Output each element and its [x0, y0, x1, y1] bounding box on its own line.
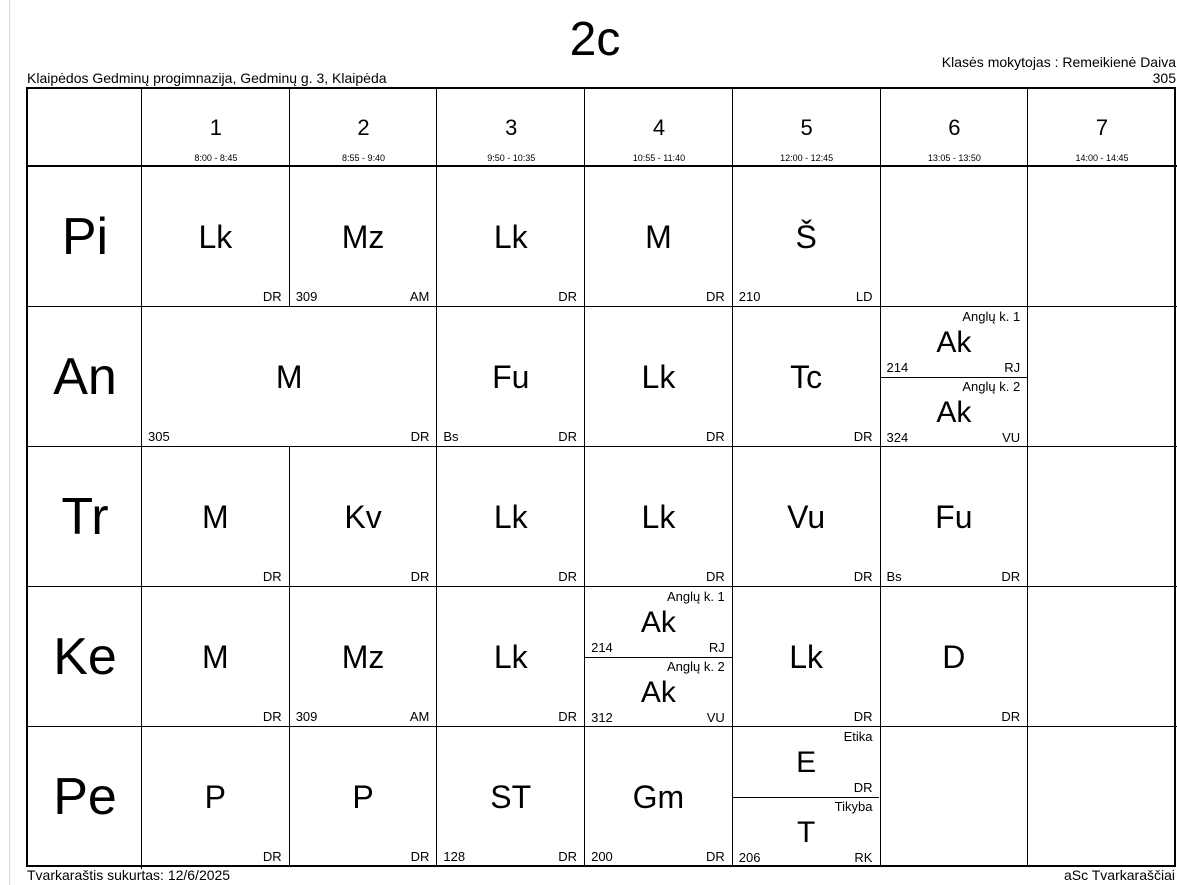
lesson-teacher: RJ [708, 640, 725, 655]
lesson-room: 214 [886, 360, 909, 375]
lesson-cell-š [733, 167, 880, 306]
lesson-subject: M [202, 638, 229, 675]
period-time: 13:05 - 13:50 [927, 153, 981, 163]
timetable-grid [26, 87, 1176, 867]
lesson-cell-lk [585, 307, 732, 446]
lesson-subject: P [204, 778, 227, 815]
period-number: 1 [209, 115, 222, 140]
period-header-6 [881, 89, 1029, 167]
lesson-cell-m [142, 447, 289, 586]
day-label-an: An [53, 348, 117, 406]
page-title: 2c [569, 13, 621, 66]
grid-line [1027, 307, 1028, 446]
lesson-cell-kv [290, 447, 437, 586]
lesson-cell-mz [290, 167, 437, 306]
period-number: 7 [1095, 115, 1109, 140]
lesson-teacher: DR [558, 569, 578, 584]
lesson-subject: P [352, 778, 374, 815]
grid-line [1027, 447, 1028, 586]
lesson-teacher: DR [558, 429, 578, 444]
day-label-tr: Tr [61, 488, 109, 546]
lesson-subject: M [202, 498, 229, 535]
lesson-subject: Lk [789, 638, 824, 675]
period-header-4 [585, 89, 733, 167]
lesson-cell-t [733, 797, 880, 867]
footer-app-name: aSc Tvarkaraščiai [1063, 867, 1175, 883]
period-time: 8:55 - 9:40 [342, 153, 386, 163]
lesson-room: 309 [295, 709, 318, 724]
lesson-room: 324 [886, 430, 909, 445]
grid-line [289, 89, 290, 167]
lesson-subject: Lk [493, 638, 528, 675]
lesson-room: 214 [591, 640, 613, 655]
lesson-teacher: DR [706, 849, 725, 864]
period-number: 5 [800, 115, 813, 140]
lesson-room: 309 [295, 289, 318, 304]
lesson-teacher: DR [706, 429, 725, 444]
lesson-teacher: AM [409, 709, 430, 724]
lesson-teacher: DR [262, 709, 282, 724]
period-number: 3 [505, 115, 518, 140]
lesson-subject: Mz [341, 218, 385, 255]
period-number: 2 [357, 115, 370, 140]
lesson-subject: Lk [198, 218, 233, 255]
lesson-room: 210 [738, 289, 761, 304]
school-name: Klaipėdos Gedminų progimnazija, Gedminų g. 3, Klaipėda [27, 70, 387, 86]
grid-line [880, 727, 881, 866]
lesson-subject: Mz [341, 638, 385, 675]
period-header-3 [437, 89, 585, 167]
lesson-teacher: RK [854, 850, 873, 865]
lesson-room: 200 [591, 849, 613, 864]
footer-created-date: Tvarkaraštis sukurtas: 12/6/2025 [27, 867, 231, 883]
grid-line [1027, 587, 1028, 726]
period-time: 10:55 - 11:40 [632, 153, 686, 163]
lesson-subject: M [275, 358, 303, 395]
lesson-subject: Vu [787, 498, 826, 535]
day-label-pi: Pi [61, 208, 109, 266]
lesson-cell-d [881, 587, 1028, 726]
lesson-cell-lk [733, 587, 880, 726]
lesson-subject: Ak [640, 676, 676, 709]
period-number: 4 [652, 115, 666, 140]
lesson-teacher: DR [706, 569, 725, 584]
grid-line [880, 167, 881, 306]
lesson-subject: T [796, 816, 816, 849]
lesson-teacher: DR [410, 429, 430, 444]
lesson-subject: ST [490, 778, 532, 815]
lesson-teacher: RJ [1004, 360, 1021, 375]
grid-line [1027, 167, 1028, 306]
lesson-subject: Ak [936, 326, 972, 359]
home-room: 305 [1152, 70, 1176, 86]
lesson-cell-ak [881, 307, 1028, 377]
lesson-subject: Š [795, 218, 817, 255]
lesson-subject: M [645, 218, 672, 255]
lesson-cell-m [142, 587, 289, 726]
lesson-room: Bs [886, 569, 902, 584]
lesson-cell-vu [733, 447, 880, 586]
lesson-subject: Fu [935, 498, 973, 535]
lesson-teacher: DR [1001, 709, 1021, 724]
page-edge-line [9, 0, 10, 885]
lesson-subject: Lk [641, 498, 676, 535]
lesson-cell-p [142, 727, 289, 866]
period-header-1 [142, 89, 290, 167]
lesson-cell-mz [290, 587, 437, 726]
period-header-5 [733, 89, 881, 167]
lesson-cell-st [437, 727, 584, 866]
lesson-group: Anglų k. 2 [962, 379, 1021, 394]
lesson-teacher: DR [410, 849, 430, 864]
grid-line [732, 89, 733, 167]
lesson-teacher: DR [410, 569, 430, 584]
lesson-group: Etika [843, 729, 873, 744]
lesson-cell-e [733, 727, 880, 797]
class-teacher: Klasės mokytojas : Remeikienė Daiva [941, 54, 1176, 70]
lesson-subject: Ak [936, 396, 972, 429]
lesson-subject: E [796, 746, 817, 779]
lesson-teacher: AM [409, 289, 430, 304]
grid-line [1027, 89, 1028, 167]
lesson-cell-fu [881, 447, 1028, 586]
lesson-teacher: DR [853, 709, 873, 724]
grid-line [584, 89, 585, 167]
lesson-cell-lk [142, 167, 289, 306]
lesson-teacher: DR [558, 289, 578, 304]
lesson-teacher: DR [853, 429, 873, 444]
lesson-teacher: DR [706, 289, 725, 304]
lesson-subject: D [942, 638, 966, 675]
lesson-cell-ak [585, 587, 732, 657]
lesson-subject: Lk [641, 358, 676, 395]
lesson-teacher: DR [558, 709, 578, 724]
lesson-teacher: VU [1002, 430, 1021, 445]
lesson-room: 312 [591, 710, 613, 725]
grid-line [880, 89, 881, 167]
lesson-teacher: DR [853, 780, 873, 795]
period-header-7 [1028, 89, 1176, 167]
lesson-teacher: DR [262, 849, 282, 864]
lesson-cell-lk [437, 167, 584, 306]
lesson-teacher: DR [262, 289, 282, 304]
lesson-cell-gm [585, 727, 732, 866]
period-header-2 [290, 89, 438, 167]
lesson-cell-lk [585, 447, 732, 586]
lesson-subject: Tc [790, 358, 823, 395]
lesson-teacher: DR [853, 569, 873, 584]
lesson-subject: Lk [493, 218, 528, 255]
grid-line [1027, 727, 1028, 866]
lesson-room: Bs [443, 429, 459, 444]
grid-line [436, 89, 437, 167]
period-time: 12:00 - 12:45 [780, 153, 834, 163]
lesson-cell-p [290, 727, 437, 866]
lesson-subject: Kv [344, 498, 382, 535]
day-label-ke: Ke [53, 628, 117, 686]
lesson-cell-m [142, 307, 436, 446]
period-time: 9:50 - 10:35 [487, 153, 536, 163]
period-number: 6 [948, 115, 961, 140]
lesson-teacher: VU [706, 710, 725, 725]
lesson-room: 305 [148, 429, 170, 444]
day-label-pe: Pe [53, 768, 117, 826]
lesson-cell-lk [437, 587, 584, 726]
lesson-cell-tc [733, 307, 880, 446]
period-time: 8:00 - 8:45 [194, 153, 238, 163]
lesson-subject: Gm [632, 778, 685, 815]
lesson-cell-ak [881, 377, 1028, 447]
lesson-subject: Lk [493, 498, 528, 535]
lesson-cell-ak [585, 657, 732, 727]
lesson-teacher: DR [1001, 569, 1021, 584]
lesson-subject: Fu [492, 358, 530, 395]
lesson-teacher: LD [855, 289, 873, 304]
lesson-group: Anglų k. 1 [962, 309, 1021, 324]
lesson-room: 206 [738, 850, 761, 865]
lesson-subject: Ak [640, 606, 676, 639]
lesson-group: Anglų k. 1 [666, 589, 725, 604]
lesson-teacher: DR [262, 569, 282, 584]
period-time: 14:00 - 14:45 [1075, 153, 1129, 163]
lesson-cell-lk [437, 447, 584, 586]
lesson-room: 128 [443, 849, 466, 864]
lesson-group: Anglų k. 2 [666, 659, 725, 674]
lesson-teacher: DR [558, 849, 578, 864]
lesson-group: Tikyba [834, 799, 873, 814]
lesson-cell-fu [437, 307, 584, 446]
lesson-cell-m [585, 167, 732, 306]
